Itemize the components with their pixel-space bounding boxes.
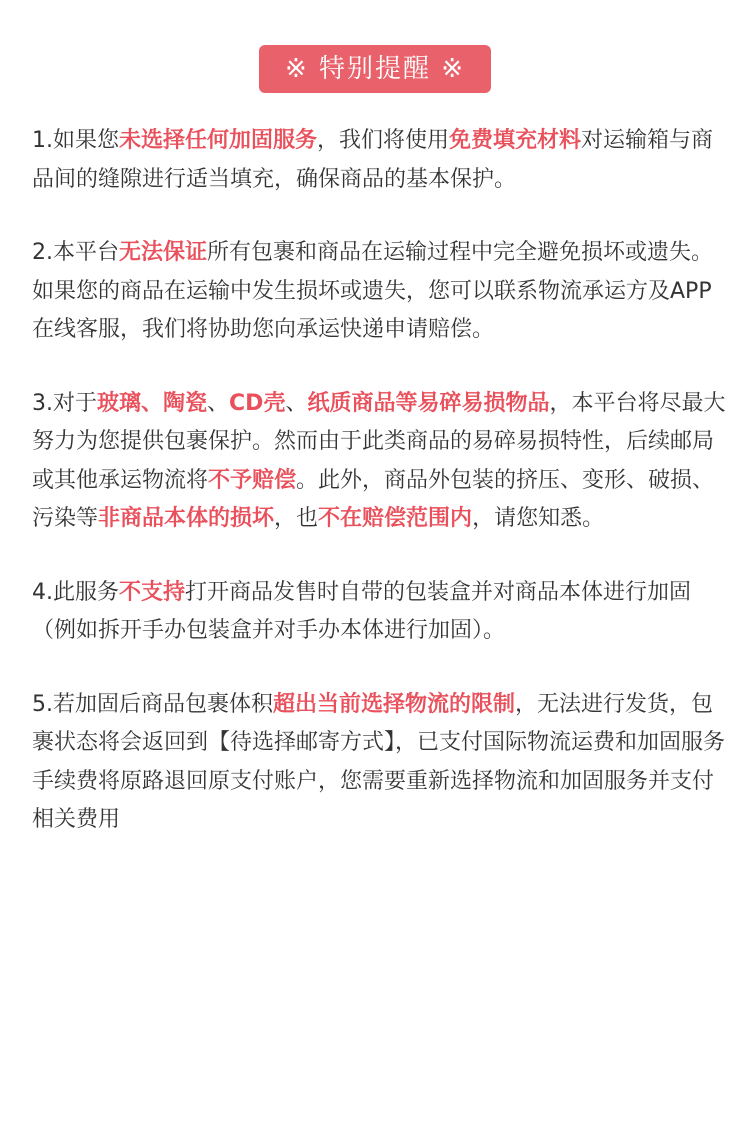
notice-item-3 <box>32 385 732 539</box>
notice-highlight: 不予赔偿 <box>208 467 297 493</box>
notice-text: ，本平台将尽最大努力为您提供包裹保护。然而由于此类商品的易碎易损特性，后续邮局或其他承运物流将 <box>32 390 726 493</box>
notice-text: 5.若加固后商品包裹体积 <box>32 691 273 717</box>
notice-text: 2.本平台 <box>32 240 119 265</box>
notice-highlight: 不支持 <box>119 579 186 605</box>
notice-text: 所有包裹和商品在运输过程中完全避免损坏或遗失。如果您的商品在运输中发生损坏或遗失，您可以联系物流承运方及APP在线客服，我们将协助您向承运快递申请赔偿。 <box>32 240 714 342</box>
page-title: ※ 特别提醒 ※ <box>259 45 491 93</box>
notice-highlight: CD壳 <box>229 390 286 416</box>
notice-highlight: 非商品本体的损坏 <box>98 506 275 531</box>
notice-item-2 <box>32 234 732 350</box>
notice-text: ，请您知悉。 <box>472 506 605 531</box>
notice-text: ，无法进行发货，包裹状态将会返回到【待选择邮寄方式】，已支付国际物流运费和加固服务手续费将原路退回原支付账户，您需要重新选择物流和加固服务并支付相关费用 <box>32 691 726 832</box>
notice-highlight: 不在赔偿范围内 <box>318 506 473 531</box>
notice-highlight: 无法保证 <box>119 240 208 265</box>
notice-text: 对运输箱与商品间的缝隙进行适当填充，确保商品的基本保护。 <box>32 128 714 192</box>
notice-text: 、 <box>207 390 230 416</box>
notice-item-1 <box>32 122 732 199</box>
notice-list <box>32 122 732 875</box>
notice-text: ，我们将使用 <box>317 128 450 153</box>
notice-highlight: 免费填充材料 <box>449 128 582 153</box>
notice-text: 1.如果您 <box>32 128 119 153</box>
notice-highlight: 纸质商品等易碎易损物品 <box>307 390 550 416</box>
notice-highlight: 未选择任何加固服务 <box>119 128 318 153</box>
notice-item-4 <box>32 574 732 651</box>
notice-highlight: 玻璃、陶瓷 <box>97 390 208 416</box>
notice-text: 、 <box>285 390 308 416</box>
notice-text: ，也 <box>274 506 319 531</box>
notice-item-5 <box>32 686 732 840</box>
notice-text: 3.对于 <box>32 390 97 416</box>
title-banner <box>0 45 750 93</box>
notice-text: 4.此服务 <box>32 579 119 605</box>
notice-highlight: 超出当前选择物流的限制 <box>273 691 516 717</box>
notice-text: 。此外，商品外包装的挤压、变形、破损、污染等 <box>32 467 715 531</box>
notice-text: 打开商品发售时自带的包装盒并对商品本体进行加固（例如拆开手办包装盒并对手办本体进行加固）。 <box>32 579 692 643</box>
